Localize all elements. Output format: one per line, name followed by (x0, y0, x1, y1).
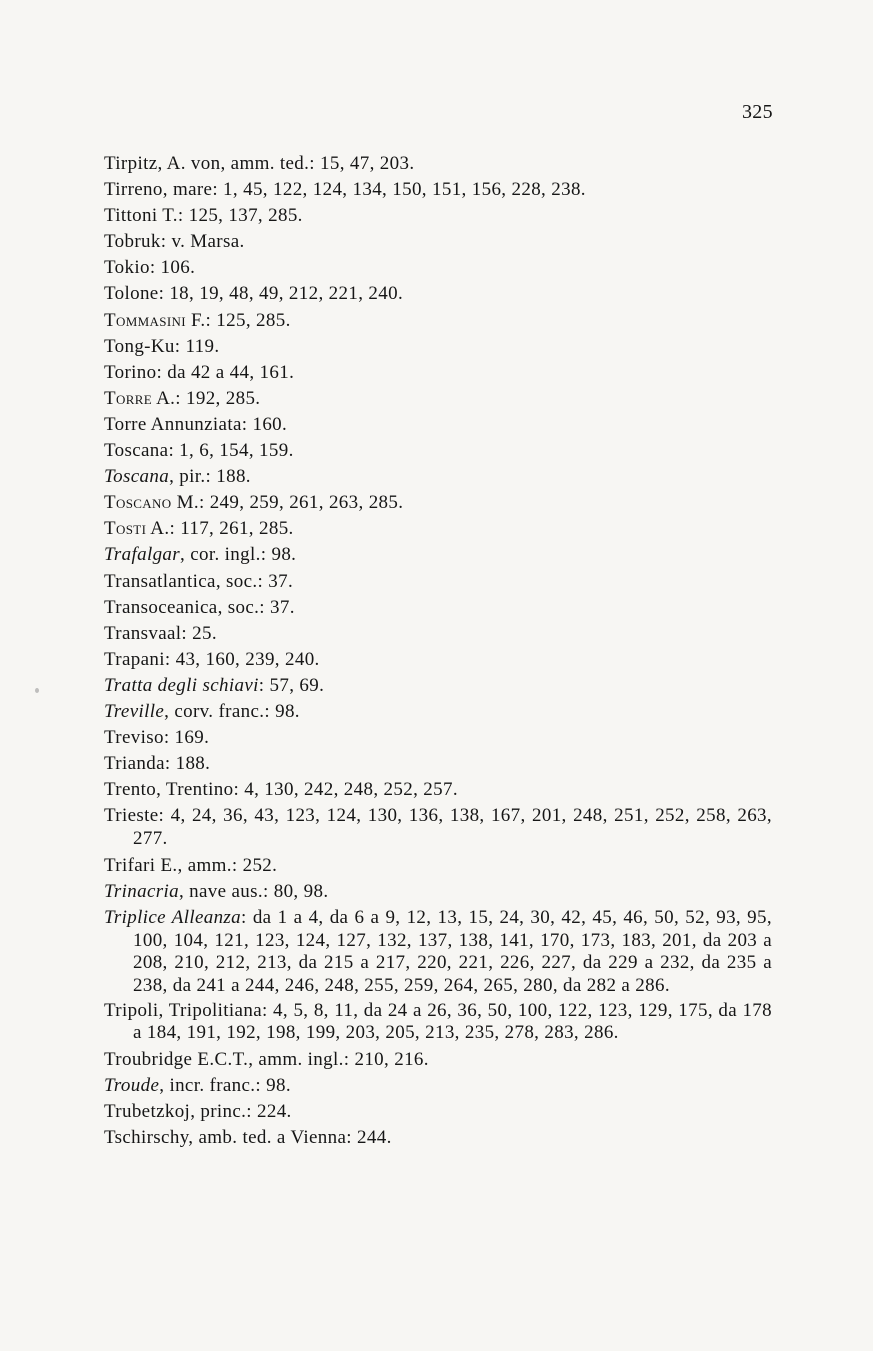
index-entry (104, 334, 772, 360)
entry-heading: Troubridge E.C.T., amm. ingl. (104, 1049, 344, 1071)
entry-heading: Toscana (104, 466, 170, 488)
entry-page-refs: : 244. (346, 1127, 392, 1149)
entry-page-refs: : da 1 a 4, da 6 a 9, 12, 13, 15, 24, 30, 42, 45, 46, 50, 52, 93, 95, 100, 104, 121, 123, 124, 127, 132, 137, 138, 141, 170, 173, 183, 201, da 203 a 208, 210, 212, 213, da 215 a 217, 220, 221, 226, 227, da 229 a 232, da 235 a 238, da 241 a 244, 246, 248, 255, 259, 264, 265, 280, da 282 a 286. (133, 906, 772, 997)
entry-page-refs: : 15, 47, 203. (309, 153, 415, 174)
index-entry (104, 1047, 772, 1073)
index-entry (104, 907, 772, 998)
entry-page-refs: : 37. (259, 596, 295, 618)
index-entry (104, 412, 772, 438)
entry-heading: Transoceanica, soc. (104, 596, 260, 618)
entry-qualifier: , pir. (169, 466, 206, 488)
entry-heading: Tommasini (104, 309, 186, 331)
entry-qualifier: , incr. franc. (159, 1075, 256, 1097)
index-entry (104, 879, 772, 905)
entry-page-refs: : 1, 45, 122, 124, 134, 150, 151, 156, 228, 238. (212, 179, 586, 201)
index-entry (104, 595, 772, 621)
entry-heading: Tirreno, mare (104, 179, 213, 201)
index-entry (104, 673, 772, 699)
entry-page-refs: : da 42 a 44, 161. (156, 361, 295, 383)
index-entry (104, 516, 772, 542)
index-entry (104, 438, 772, 464)
paper-speck (35, 688, 39, 693)
index-entry (104, 805, 772, 850)
entry-heading: Transvaal (104, 622, 182, 644)
entry-qualifier: , nave aus. (178, 880, 263, 902)
entry-page-refs: : 98. (264, 700, 300, 722)
entry-page-refs: : v. Marsa. (160, 231, 245, 253)
index-entry (104, 699, 772, 725)
entry-page-refs: : 98. (260, 544, 297, 566)
entry-page-refs: : 192, 285. (175, 387, 261, 409)
index-entry (104, 725, 772, 751)
entry-heading: Triplice Alleanza (104, 906, 242, 928)
entry-qualifier: M. (171, 492, 199, 514)
entry-page-refs: : 98. (255, 1075, 291, 1097)
index-entry (104, 308, 772, 334)
entry-heading: Tratta degli schiavi (104, 674, 259, 696)
entry-page-refs: : 160. (241, 413, 288, 435)
entry-heading: Toscano (104, 492, 172, 514)
entry-heading: Tong-Ku (104, 335, 175, 357)
index-entry (104, 751, 772, 777)
entry-page-refs: : 18, 19, 48, 49, 212, 221, 240. (158, 283, 404, 305)
entry-heading: Trento, Trentino (104, 779, 234, 801)
entry-heading: Transatlantica, soc. (104, 570, 258, 592)
entry-heading: Tobruk (104, 231, 161, 253)
entry-page-refs: : 1, 6, 154, 159. (168, 440, 294, 462)
entry-qualifier: A. (146, 518, 170, 540)
index-entry (104, 464, 772, 490)
index-entry (104, 853, 772, 879)
entry-page-refs: : 252. (231, 854, 278, 876)
entry-heading: Troude (104, 1075, 160, 1097)
index-entry (104, 229, 772, 255)
entry-page-refs: : 43, 160, 239, 240. (164, 648, 320, 670)
index-entry (104, 281, 772, 307)
entry-heading: Treville (104, 700, 165, 722)
entry-heading: Torre (104, 387, 153, 409)
index-entry (104, 542, 772, 568)
entry-page-refs: : 117, 261, 285. (169, 518, 294, 540)
entry-qualifier: , corv. franc. (164, 700, 265, 722)
index-entry (104, 360, 772, 386)
entry-heading: Tosti (104, 518, 147, 540)
entry-heading: Torino (104, 361, 157, 383)
entry-heading: Trinacria (104, 880, 179, 902)
index-entry (104, 177, 772, 203)
index-entry (104, 490, 772, 516)
entry-page-refs: : 37. (257, 570, 294, 592)
entry-page-refs: : 210, 216. (343, 1049, 429, 1071)
entry-page-refs: : 249, 259, 261, 263, 285. (198, 492, 404, 514)
index-entry (104, 569, 772, 595)
entry-heading: Tokio (104, 257, 150, 279)
entry-page-refs: : 4, 24, 36, 43, 123, 124, 130, 136, 138, 167, 201, 248, 251, 252, 258, 263, 277. (133, 805, 772, 850)
entry-page-refs: : 4, 130, 242, 248, 252, 257. (233, 779, 458, 801)
entry-page-refs: : 106. (149, 257, 196, 279)
entry-heading: Trifari E., amm. (104, 854, 232, 876)
entry-heading: Treviso (104, 727, 164, 749)
entry-page-refs: : 224. (246, 1101, 292, 1123)
entry-heading: Tittoni T. (104, 205, 178, 227)
index-entry (104, 1099, 772, 1125)
entry-heading: Trieste (104, 805, 159, 827)
entry-page-refs: : 119. (174, 335, 220, 357)
index-entry (104, 1073, 772, 1099)
index-entry (104, 386, 772, 412)
index-entry (104, 151, 772, 177)
entry-qualifier: , cor. ingl. (180, 544, 261, 566)
index-entry (104, 1125, 772, 1151)
entry-page-refs: : 188. (164, 753, 211, 775)
entry-page-refs: : 188. (205, 466, 251, 488)
index-entry (104, 1000, 772, 1045)
entry-page-refs: : 4, 5, 8, 11, da 24 a 26, 36, 50, 100, 122, 123, 129, 175, da 178 a 184, 191, 192, 198, 199, 203, 205, 213, 235, 278, 283, 286. (133, 999, 772, 1044)
entry-qualifier: F. (185, 309, 206, 331)
index-list (104, 151, 772, 1152)
entry-qualifier: A. (152, 387, 176, 409)
entry-page-refs: : 169. (163, 727, 210, 749)
entry-heading: Toscana (104, 440, 169, 462)
entry-page-refs: : 125, 137, 285. (177, 205, 303, 227)
entry-heading: Tirpitz, A. von, amm. ted. (104, 153, 310, 174)
page-number: 325 (742, 101, 773, 123)
entry-page-refs: : 125, 285. (205, 309, 291, 331)
index-entry (104, 621, 772, 647)
entry-heading: Trubetzkoj, princ. (104, 1101, 247, 1123)
index-entry (104, 647, 772, 673)
entry-page-refs: : 25. (181, 622, 217, 644)
entry-heading: Tolone (104, 283, 159, 305)
entry-heading: Tschirschy, amb. ted. a Vienna (104, 1127, 347, 1149)
entry-heading: Trapani (104, 648, 165, 670)
entry-page-refs: : 80, 98. (263, 880, 329, 902)
entry-heading: Trafalgar (104, 544, 181, 566)
index-entry (104, 777, 772, 803)
index-entry (104, 203, 772, 229)
entry-heading: Trianda (104, 753, 165, 775)
entry-page-refs: : 57, 69. (258, 674, 325, 696)
index-entry (104, 255, 772, 281)
entry-heading: Torre Annunziata (104, 413, 242, 435)
entry-heading: Tripoli, Tripolitiana (104, 999, 262, 1021)
